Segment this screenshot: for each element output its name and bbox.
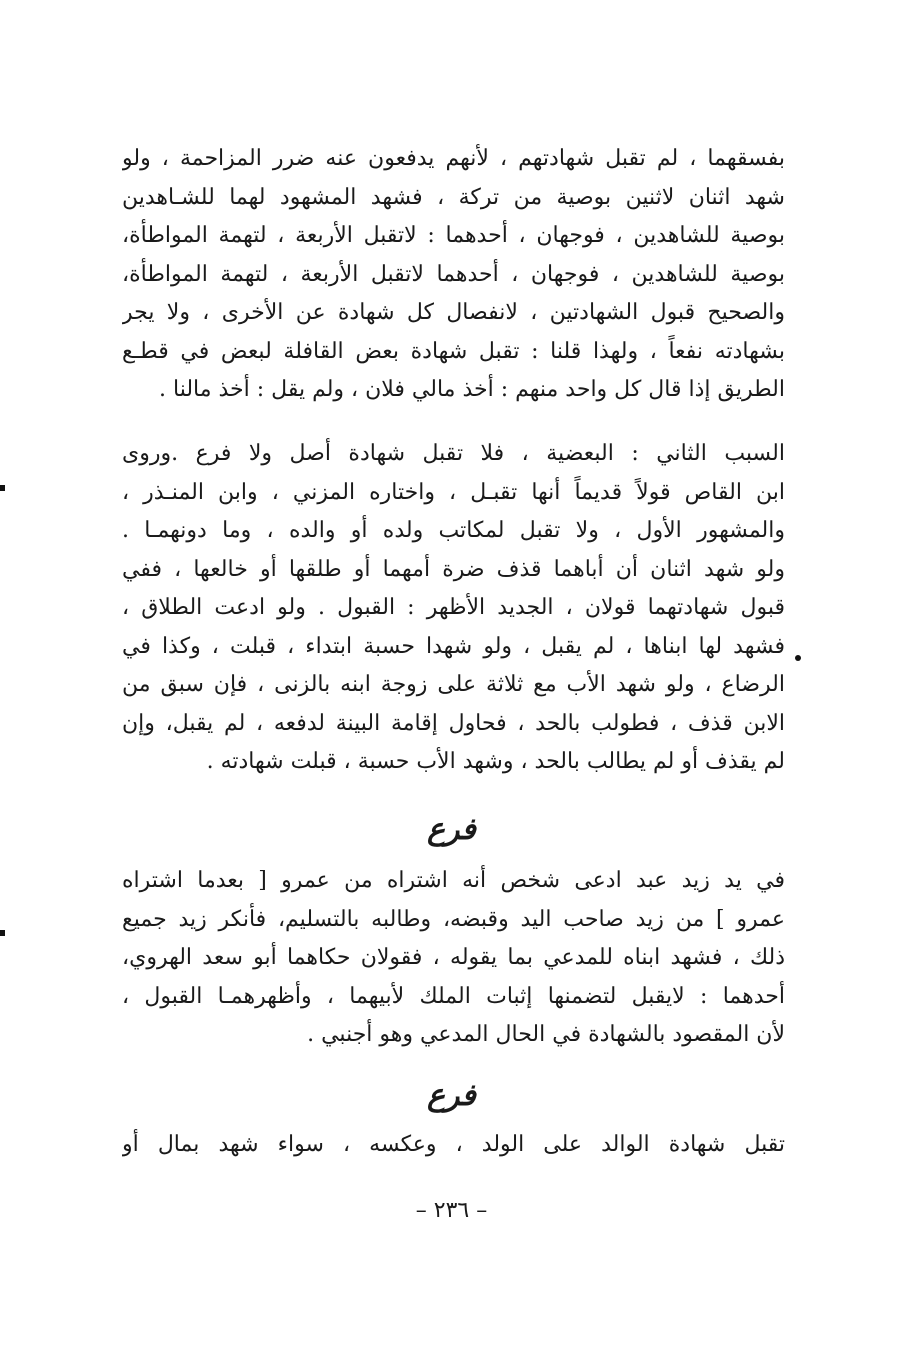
text-line: تقبل شهادة الوالد على الولد ، وعكسه ، سواء شهد بمال أو xyxy=(122,1132,785,1157)
section-heading: فرع xyxy=(427,1078,476,1113)
paragraph-1 xyxy=(122,140,785,410)
text-line: ذلك ، فشهد ابناه للمدعي بما يقوله ، فقولان حكاهما أبو سعد الهروي، xyxy=(122,945,785,970)
text-line: الرضاع ، ولو شهد الأب مع ثلاثة على زوجة ابنه بالزنى ، فإن سبق من xyxy=(122,672,785,697)
text-line: السبب الثاني : البعضية ، فلا تقبل شهادة أصل ولا فرع .وروى xyxy=(122,441,785,466)
text-line: أحدهما : لايقبل لتضمنها إثبات الملك لأبيهما ، وأظهرهمـا القبول ، xyxy=(122,983,785,1009)
paragraph-3 xyxy=(122,862,785,1055)
text-line: بفسقهما ، لم تقبل شهادتهم ، لأنهم يدفعون عنه ضرر المزاحمة ، ولو xyxy=(122,146,785,171)
text-line: في يد زيد عبد ادعى شخص أنه اشتراه من عمرو [ بعدما اشتراه xyxy=(122,868,785,893)
text-line: فشهد لها ابناها ، لم يقبل ، ولو شهدا حسبة ابتداء ، قبلت ، وكذا في xyxy=(122,633,785,659)
text-line: عمرو ] من زيد صاحب اليد وقبضه، وطالبه بالتسليم، فأنكر زيد جميع xyxy=(122,906,785,932)
text-line: لم يقذف أو لم يطالب بالحد ، وشهد الأب حسبة ، قبلت شهادته . xyxy=(206,749,785,774)
text-line: بوصية للشاهدين ، فوجهان ، أحدهما لاتقبل الأربعة ، لتهمة المواطأة، xyxy=(122,261,785,287)
section-heading: فرع xyxy=(427,812,476,847)
text-line: الابن قذف ، فطولب بالحد ، فحاول إقامة البينة لدفعه ، لم يقبل، وإن xyxy=(122,710,785,736)
margin-dot xyxy=(795,655,801,661)
page-number: – ٢٣٦ – xyxy=(415,1198,488,1223)
text-line: بوصية للشاهدين ، فوجهان ، أحدهما : لاتقبل الأربعة ، لتهمة المواطأة، xyxy=(122,223,785,248)
margin-mark xyxy=(0,930,5,936)
text-line: ابن القاص قولاً قديماً أنها تقبـل ، واختاره المزني ، وابن المنـذر ، xyxy=(122,479,785,505)
text-line: قبول شهادتهما قولان ، الجديد الأظهر : القبول . ولو ادعت الطلاق ، xyxy=(122,595,785,620)
text-line: ولو شهد اثنان أن أباهما قذف ضرة أمهما أو طلقها أو خالعها ، ففي xyxy=(122,556,785,582)
text-line: لأن المقصود بالشهادة في الحال المدعي وهو أجنبي . xyxy=(307,1022,785,1047)
paragraph-2 xyxy=(122,435,785,782)
text-line: شهد اثنان لاثنين بوصية من تركة ، فشهد المشهود لهما للشـاهدين xyxy=(122,184,785,210)
margin-mark xyxy=(0,485,5,491)
text-line: والمشهور الأول ، ولا تقبل لمكاتب ولده أو والده ، وما دونهمـا . xyxy=(122,518,785,543)
paragraph-4 xyxy=(122,1126,785,1165)
text-line: بشهادته نفعاً ، ولهذا قلنا : تقبل شهادة بعض القافلة لبعض في قطـع xyxy=(122,338,785,364)
text-line: الطريق إذا قال كل واحد منهم : أخذ مالي فلان ، ولم يقل : أخذ مالنا . xyxy=(159,377,785,402)
text-line: والصحيح قبول الشهادتين ، لانفصال كل شهادة عن الأخرى ، ولا يجر xyxy=(122,300,785,325)
